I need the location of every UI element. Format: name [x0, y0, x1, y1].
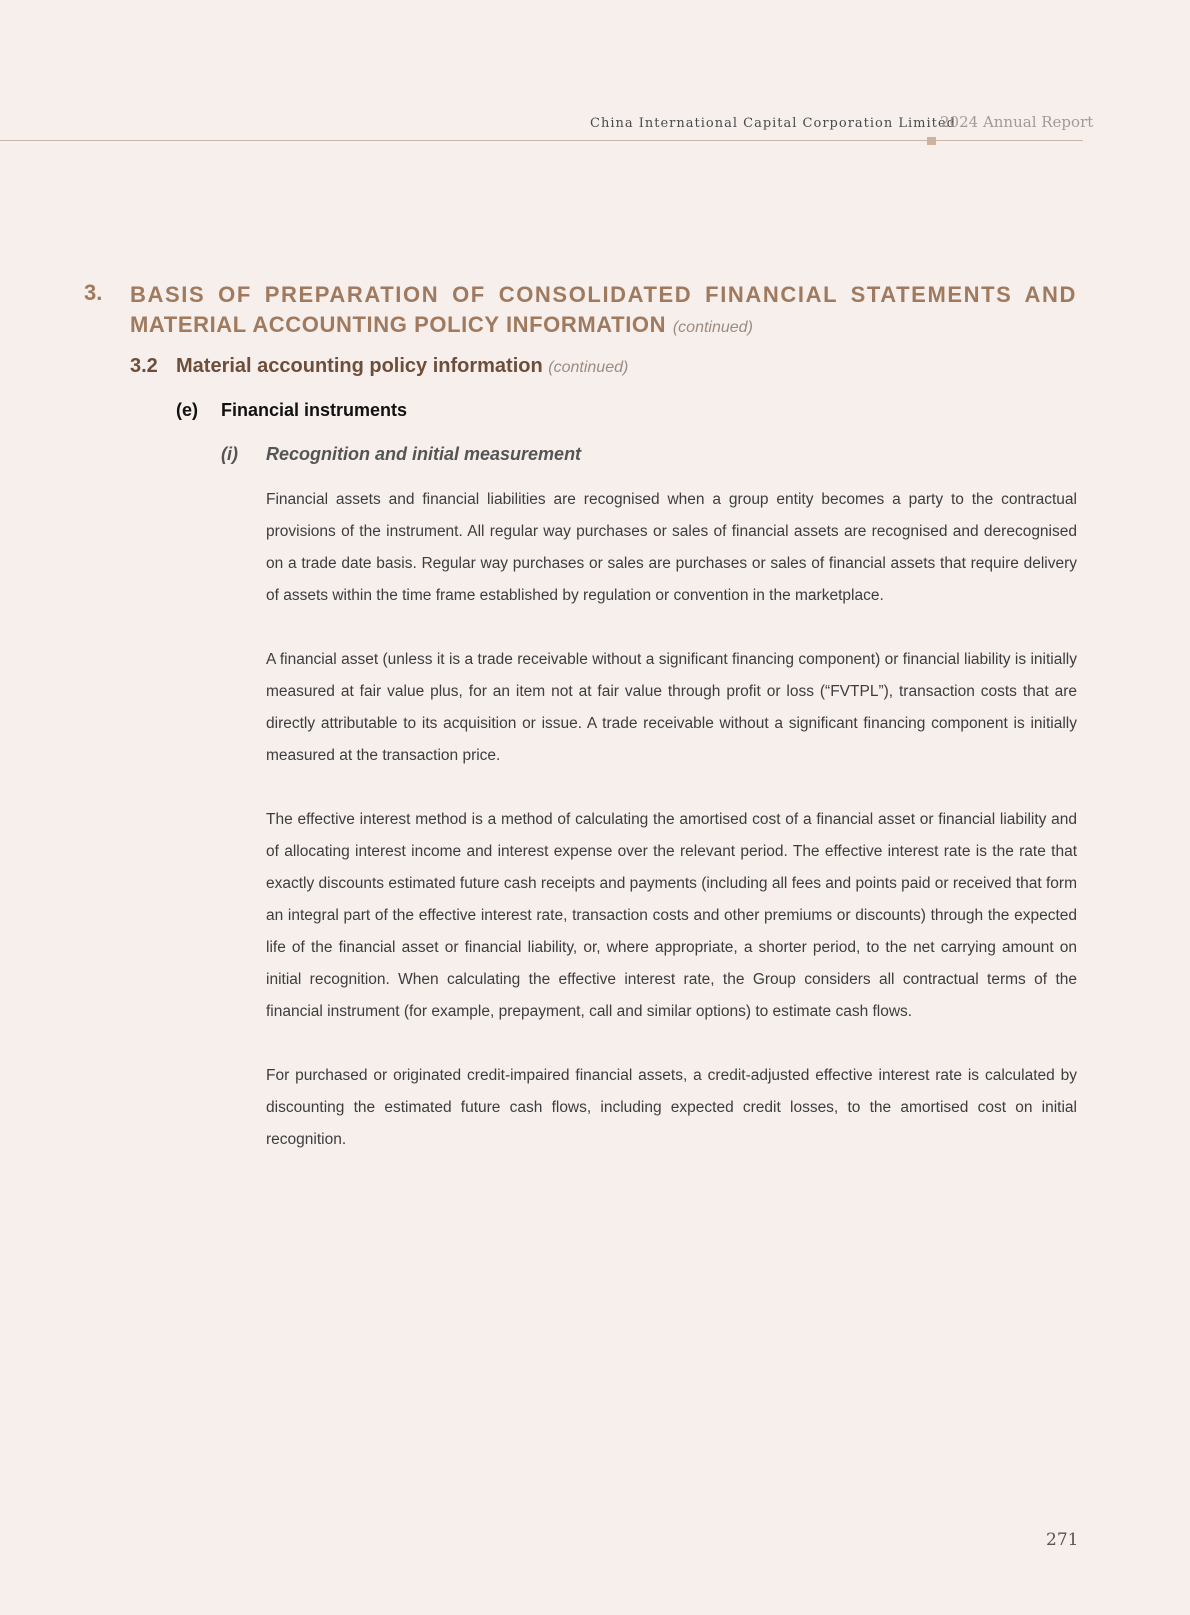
paragraph: For purchased or originated credit-impaired financial assets, a credit-adjusted effective interest rate is calculated by discounting the estimated future cash flows, including expected credit losses, to the amortised cost on initial recognition.: [266, 1067, 1077, 1148]
section-title-text: MATERIAL ACCOUNTING POLICY INFORMATION: [130, 312, 667, 337]
section-number: 3.: [84, 280, 103, 305]
section-title-line1: BASIS OF PREPARATION OF CONSOLIDATED FINANCIAL STATEMENTS AND: [130, 282, 1077, 307]
body-text: [266, 484, 1077, 1188]
header-marker: [927, 137, 936, 145]
subsection-heading: [176, 355, 628, 378]
header-report-title: 2024 Annual Report: [940, 113, 1094, 131]
subsection-continued: (continued): [548, 359, 629, 376]
page-number: 271: [1046, 1530, 1079, 1550]
subitem-title: Recognition and initial measurement: [266, 444, 582, 464]
paragraph: Financial assets and financial liabilities are recognised when a group entity becomes a party to the contractual provisions of the instrument. All regular way purchases or sales of financial assets are recognised and derecognised on a trade date basis. Regular way purchases or sales are purchases or sales of financial assets that require delivery of assets within the time frame established by regulation or convention in the marketplace.: [266, 491, 1077, 604]
paragraph: The effective interest method is a method of calculating the amortised cost of a financial asset or financial liability and of allocating interest income and interest expense over the relevant period. The effective interest rate is the rate that exactly discounts estimated future cash receipts and payments (including all fees and points paid or received that form an integral part of the effective interest rate, transaction costs and other premiums or discounts) through the expected life of the financial asset or financial liability, or, where appropriate, a shorter period, to the net carrying amount on initial recognition. When calculating the effective interest rate, the Group considers all contractual terms of the financial instrument (for example, prepayment, call and similar options) to estimate cash flows.: [266, 811, 1077, 1020]
item-title: Financial instruments: [221, 400, 408, 420]
header-company-name: China International Capital Corporation Limited: [590, 116, 956, 131]
subsection-title: Material accounting policy information: [176, 355, 543, 377]
section-title-line2: [130, 310, 1077, 343]
subitem-number: (i): [221, 444, 238, 464]
paragraph: A financial asset (unless it is a trade receivable without a significant financing component) or financial liability is initially measured at fair value plus, for an item not at fair value through profit or loss (“FVTPL”), transaction costs that are directly attributable to its acquisition or issue. A trade receivable without a significant financing component is initially measured at the transaction price.: [266, 651, 1077, 764]
section-continued: (continued): [672, 319, 753, 336]
header-rule: [0, 140, 1083, 141]
item-number: (e): [176, 400, 198, 420]
subsection-number: 3.2: [130, 355, 158, 377]
